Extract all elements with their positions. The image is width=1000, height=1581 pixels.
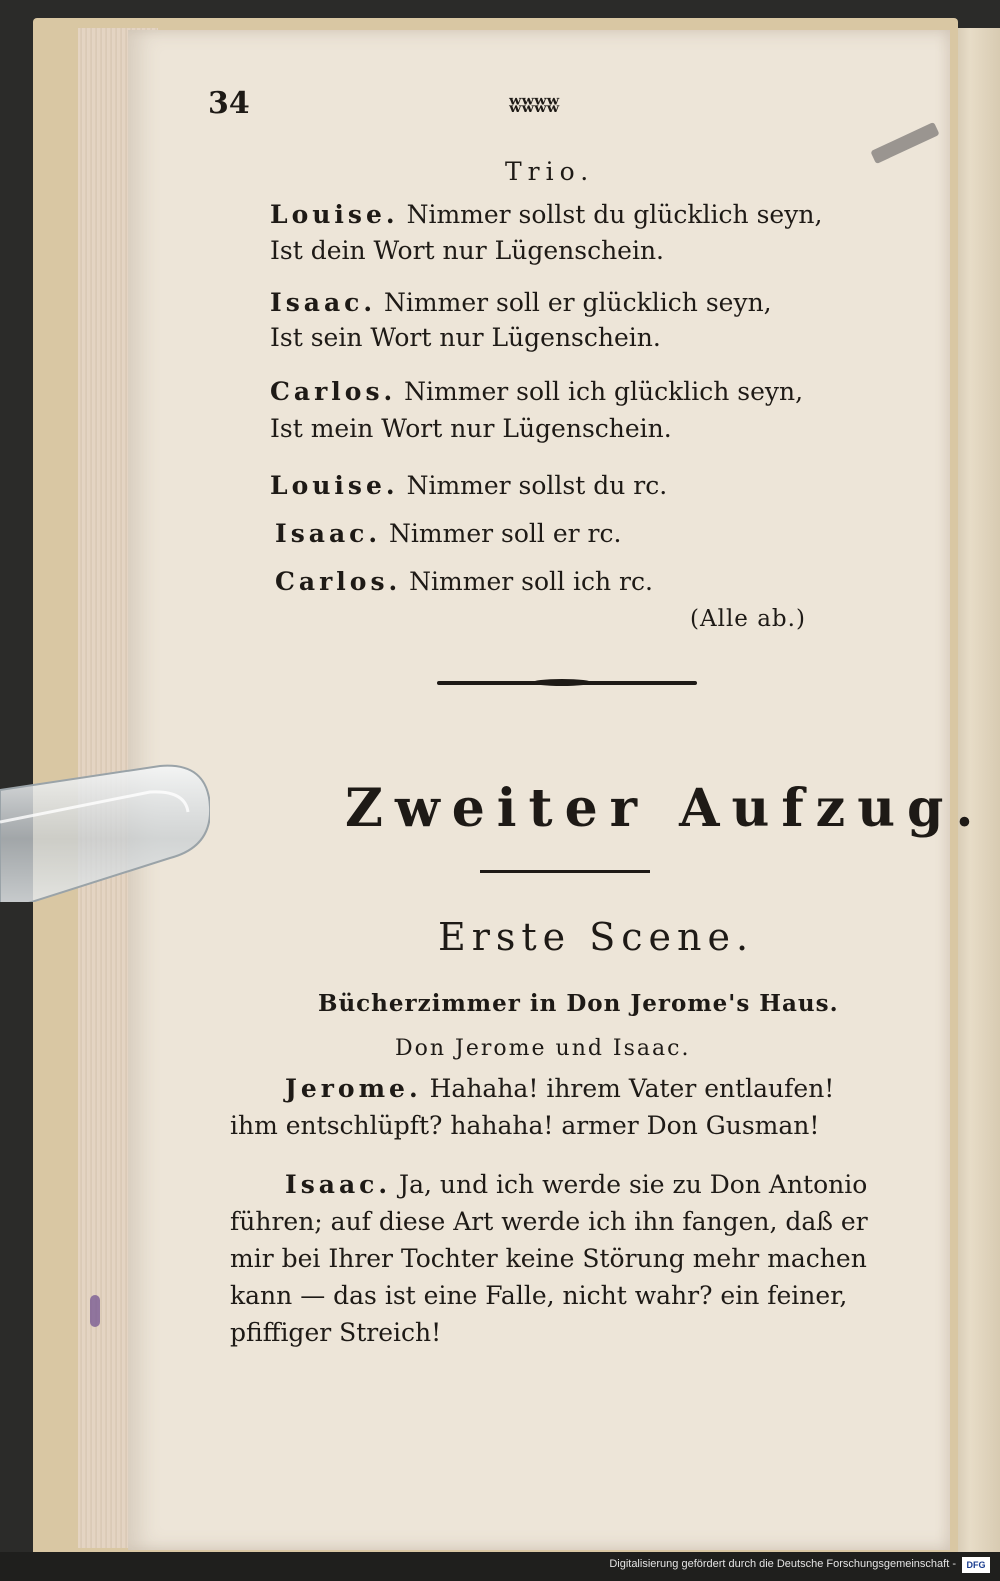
dialogue-text: pfiffiger Streich! <box>230 1318 442 1347</box>
verse-line <box>270 288 772 317</box>
trio-heading: Trio. <box>505 157 595 186</box>
dialogue-text: führen; auf diese Art werde ich ihn fangen, daß er <box>230 1207 868 1236</box>
dialogue-line <box>230 1244 867 1273</box>
dialogue-text: mir bei Ihrer Tochter keine Störung mehr machen <box>230 1244 867 1273</box>
speaker-name: Jerome. <box>285 1074 422 1103</box>
dialogue-line <box>285 1074 834 1103</box>
verse-text: Nimmer soll er rc. <box>389 519 622 548</box>
verse-line <box>275 519 621 548</box>
heading-underline <box>480 870 650 873</box>
verse-text: Ist dein Wort nur Lügenschein. <box>270 236 665 265</box>
verse-text: Nimmer sollst du glücklich seyn, <box>406 200 823 229</box>
dialogue-text: kann — das ist eine Falle, nicht wahr? ein feiner, <box>230 1281 848 1310</box>
dialogue-line <box>230 1318 441 1347</box>
plastic-page-holder <box>0 762 210 902</box>
stage-direction: (Alle ab.) <box>690 606 806 632</box>
verse-text: Ist sein Wort nur Lügenschein. <box>270 323 661 352</box>
verse-line <box>270 236 664 265</box>
speaker-name: Isaac. <box>285 1170 392 1199</box>
dialogue-text: Hahaha! ihrem Vater entlaufen! <box>429 1074 835 1103</box>
ink-stain <box>90 1295 100 1327</box>
verse-line <box>270 471 667 500</box>
funding-credit: Digitalisierung gefördert durch die Deutsche Forschungsgemeinschaft - <box>609 1558 956 1570</box>
verse-line <box>270 377 803 406</box>
scene-heading: Erste Scene. <box>438 915 755 959</box>
verse-text: Nimmer soll ich glücklich seyn, <box>404 377 804 406</box>
verse-text: Ist mein Wort nur Lügenschein. <box>270 414 672 443</box>
verse-line <box>275 567 653 596</box>
speaker-name: Isaac. <box>270 288 377 317</box>
speaker-name: Louise. <box>270 200 399 229</box>
speaker-name: Isaac. <box>275 519 382 548</box>
dialogue-line <box>230 1111 819 1140</box>
dialogue-text: Ja, und ich werde sie zu Don Antonio <box>399 1170 868 1199</box>
scene-setting: Bücherzimmer in Don Jerome's Haus. <box>318 990 839 1017</box>
verse-text: Nimmer sollst du rc. <box>406 471 668 500</box>
dialogue-line <box>230 1207 868 1236</box>
dialogue-text: ihm entschlüpft? hahaha! armer Don Gusman! <box>230 1111 820 1140</box>
dialogue-line <box>285 1170 867 1199</box>
verse-text: Nimmer soll er glücklich seyn, <box>384 288 772 317</box>
dialogue-line <box>230 1281 847 1310</box>
speaker-name: Carlos. <box>270 377 397 406</box>
speaker-name: Louise. <box>270 471 399 500</box>
header-ornament: ʬʬʬʬ <box>508 92 559 118</box>
act-heading: Zweiter Aufzug. <box>345 778 986 839</box>
page-number: 34 <box>208 86 250 121</box>
scene-characters: Don Jerome und Isaac. <box>395 1036 691 1061</box>
section-divider <box>437 681 697 685</box>
verse-line <box>270 323 661 352</box>
speaker-name: Carlos. <box>275 567 402 596</box>
verse-line <box>270 414 672 443</box>
verse-text: Nimmer soll ich rc. <box>409 567 653 596</box>
dfg-logo: DFG <box>962 1557 990 1573</box>
verse-line <box>270 200 822 229</box>
